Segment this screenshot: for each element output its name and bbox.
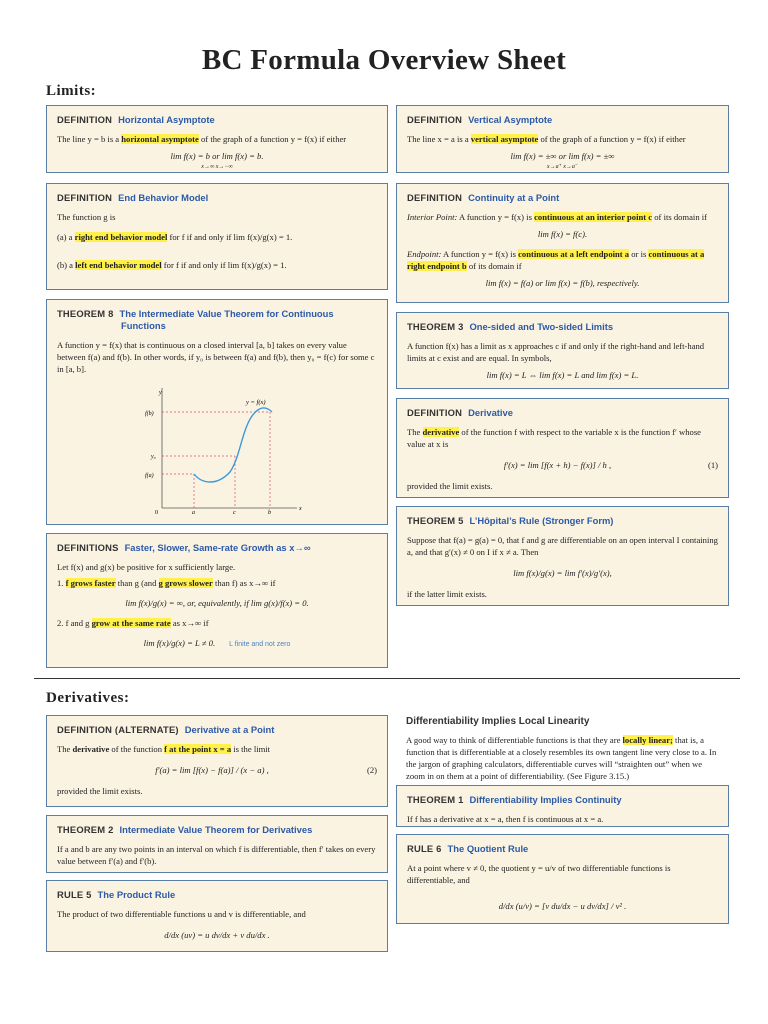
highlight: g grows slower [158,578,213,588]
note: L finite and not zero [229,641,291,648]
box-title: Vertical Asymptote [468,114,553,125]
box-title: Intermediate Value Theorem for Derivatives [119,824,313,835]
text: as x→∞ if [170,618,209,628]
y-label: y [159,390,162,396]
equation: lim f(x) = b or lim f(x) = b. [170,151,264,161]
box-title: Faster, Slower, Same-rate Growth as x→∞ [124,542,311,553]
box-derivative [396,398,729,498]
equation: lim f(x) = f(c). [537,229,588,239]
bold-term: derivative [72,744,110,754]
box-title: Horizontal Asymptote [118,114,215,125]
text: than f) as x→∞ if [212,578,276,588]
equation: lim f(x)/g(x) = ∞, or, equivalently, if lim g(x)/f(x) = 0. [125,598,309,608]
box-kind: DEFINITION [57,114,113,125]
section-derivatives: Derivatives: [46,690,130,706]
text: The line y = b is a [57,134,122,144]
x-label: x [299,506,302,512]
box-title: One-sided and Two-sided Limits [469,321,614,332]
text: of its domain if [466,261,522,271]
text: is the limit [231,744,271,754]
section-divider [34,678,740,679]
box-local-linearity [396,708,729,784]
body: The product of two differentiable functions u and v is differentiable, and [57,909,306,919]
box-kind: RULE 5 [57,889,92,900]
box-kind: THEOREM 2 [57,824,114,835]
box-kind: THEOREM 8 [57,308,114,319]
highlight: continuous at an interior point c [534,212,653,222]
box-ivt-derivatives [46,815,388,873]
highlight: f at the point x = a [164,744,232,754]
box-kind: THEOREM 1 [407,794,464,805]
text: of the function f with respect to the variable x is the function f′ whose value at x is [407,427,702,449]
a-label: a [192,510,195,516]
highlight: horizontal asymptote [121,134,199,144]
box-kind: THEOREM 5 [407,515,464,526]
box-kind: DEFINITION (ALTERNATE) [57,724,179,735]
box-title: Continuity at a Point [468,192,560,203]
box-title: The Product Rule [97,889,176,900]
text: 1. [57,578,66,588]
box-title: L’Hôpital’s Rule (Stronger Form) [469,515,614,526]
intro: Let f(x) and g(x) be positive for x sufficiently large. [57,562,236,572]
text: The line x = a is a [407,134,471,144]
text: of the graph of a function y = f(x) if either [538,134,686,144]
text: (b) a [57,260,76,270]
text: or is [629,249,649,259]
equation: lim f(x) = L ⇔ lim f(x) = L and lim f(x) = L. [486,370,639,380]
box-title: End Behavior Model [118,192,209,203]
box-lhopital [396,506,729,606]
highlight: vertical asymptote [470,134,539,144]
body: A function y = f(x) that is continuous on a closed interval [a, b] takes on every value between f(a) and f(b). In other words, if y₀ is between f(a) and f(b), then y₀ = f(c) for some c in [a, b]. [57,340,375,374]
equation: d/dx (u/v) = [v du/dx − u dv/dx] / v² . [498,901,627,911]
text: of the graph of a function y = f(x) if either [198,134,347,144]
equation-sub: x→a⁺ x→a⁻ [546,164,579,170]
body: At a point where v ≠ 0, the quotient y = u/v of two differentiable functions is differentiable, and [407,863,671,885]
box-derivative-at-point [46,715,388,807]
after: if the latter limit exists. [407,589,487,599]
c-label: c [233,510,236,516]
box-title: Differentiability Implies Local Linearity [406,716,590,727]
fb-label: f(b) [145,411,154,417]
box-vertical-asymptote [396,105,729,173]
box-kind: DEFINITION [57,192,113,203]
box-quotient-rule [396,834,729,924]
text: A function y = f(x) is [441,249,519,259]
text: of the function [109,744,165,754]
highlight: continuous at a right endpoint b [407,249,705,271]
intro: The function g is [57,212,116,222]
text: of its domain if [652,212,708,222]
box-differentiability-continuity [396,785,729,827]
equation: lim f(x)/g(x) = lim f′(x)/g′(x), [513,568,612,578]
text: for f if and only if lim f(x)/g(x) = 1. [161,260,287,270]
highlight: continuous at a left endpoint a [518,249,630,259]
equation-number: (1) [707,460,718,470]
box-kind: DEFINITIONS [57,542,119,553]
box-one-sided-limits [396,312,729,389]
box-continuity [396,183,729,303]
box-product-rule [46,880,388,952]
box-kind: DEFINITION [407,407,463,418]
highlight: right end behavior model [74,232,168,242]
equation: d/dx (uv) = u dv/dx + v du/dx . [164,930,270,940]
box-horizontal-asymptote [46,105,388,173]
equation: f′(x) = lim [f(x + h) − f(x)] / h , [503,460,612,470]
curve-label: y = f(x) [246,399,266,406]
body: Suppose that f(a) = g(a) = 0, that f and g are differentiable on an open interval I containing a, and that g′(x) ≠ 0 on I if x ≠ a. Then [407,535,718,557]
box-kind: THEOREM 3 [407,321,464,332]
after: provided the limit exists. [57,786,143,796]
ivt-graph [142,386,312,516]
origin-label: 0 [155,510,158,516]
highlight: derivative [422,427,460,437]
body: If f has a derivative at x = a, then f is continuous at x = a. [407,814,604,824]
text: for f if and only if lim f(x)/g(x) = 1. [167,232,293,242]
box-ivt [46,299,388,525]
label: Interior Point: [407,212,458,222]
box-end-behavior [46,183,388,290]
box-kind: DEFINITION [407,192,463,203]
equation: lim f(x) = f(a) or lim f(x) = f(b), respectively. [485,278,640,288]
b-label: b [268,510,271,516]
equation: lim f(x) = ±∞ or lim f(x) = ±∞ [510,151,615,161]
highlight: f grows faster [65,578,116,588]
equation: lim f(x)/g(x) = L ≠ 0. [143,638,216,648]
equation: f′(a) = lim [f(x) − f(a)] / (x − a) , [155,765,269,775]
text: (a) a [57,232,75,242]
curve [194,408,272,482]
body: A function f(x) has a limit as x approaches c if and only if the right-hand and left-hand limits at c exist and are equal. In symbols, [407,341,705,363]
equation-sub: x→∞ x→−∞ [201,164,233,170]
text: 2. f and g [57,618,92,628]
highlight: left end behavior model [75,260,162,270]
box-title: The Quotient Rule [447,843,529,854]
after: provided the limit exists. [407,481,493,491]
box-title: Differentiability Implies Continuity [469,794,622,805]
box-title: Derivative [468,407,513,418]
highlight: grow at the same rate [91,618,171,628]
box-kind: RULE 6 [407,843,442,854]
text: A good way to think of differentiable functions is that they are [406,735,623,745]
box-growth-rates [46,533,388,668]
text: that is, a function that is differentiable at a closely resembles its own tangent line very close to a. In the jargon of graphing calculators, differentiable curves will “straighten out” when we zoom in on them at a point of differentiability. (See Figure 3.15.) [406,735,717,781]
equation-number: (2) [366,765,377,775]
page-title: BC Formula Overview Sheet [201,44,567,76]
body: If a and b are any two points in an interval on which f is differentiable, then f′ takes on every value between f′(a) and f′(b). [57,844,376,866]
text: A function y = f(x) is [457,212,535,222]
section-limits: Limits: [46,83,97,99]
y0-label: y₀ [151,454,156,460]
box-title: The Intermediate Value Theorem for Continuous Functions [119,308,334,331]
box-title: Derivative at a Point [184,724,275,735]
highlight: locally linear; [622,735,673,745]
label: Endpoint: [407,249,442,259]
box-kind: DEFINITION [407,114,463,125]
text: The [57,744,73,754]
fa-label: f(a) [145,473,154,479]
text: The [407,427,423,437]
text: than g (and [115,578,159,588]
